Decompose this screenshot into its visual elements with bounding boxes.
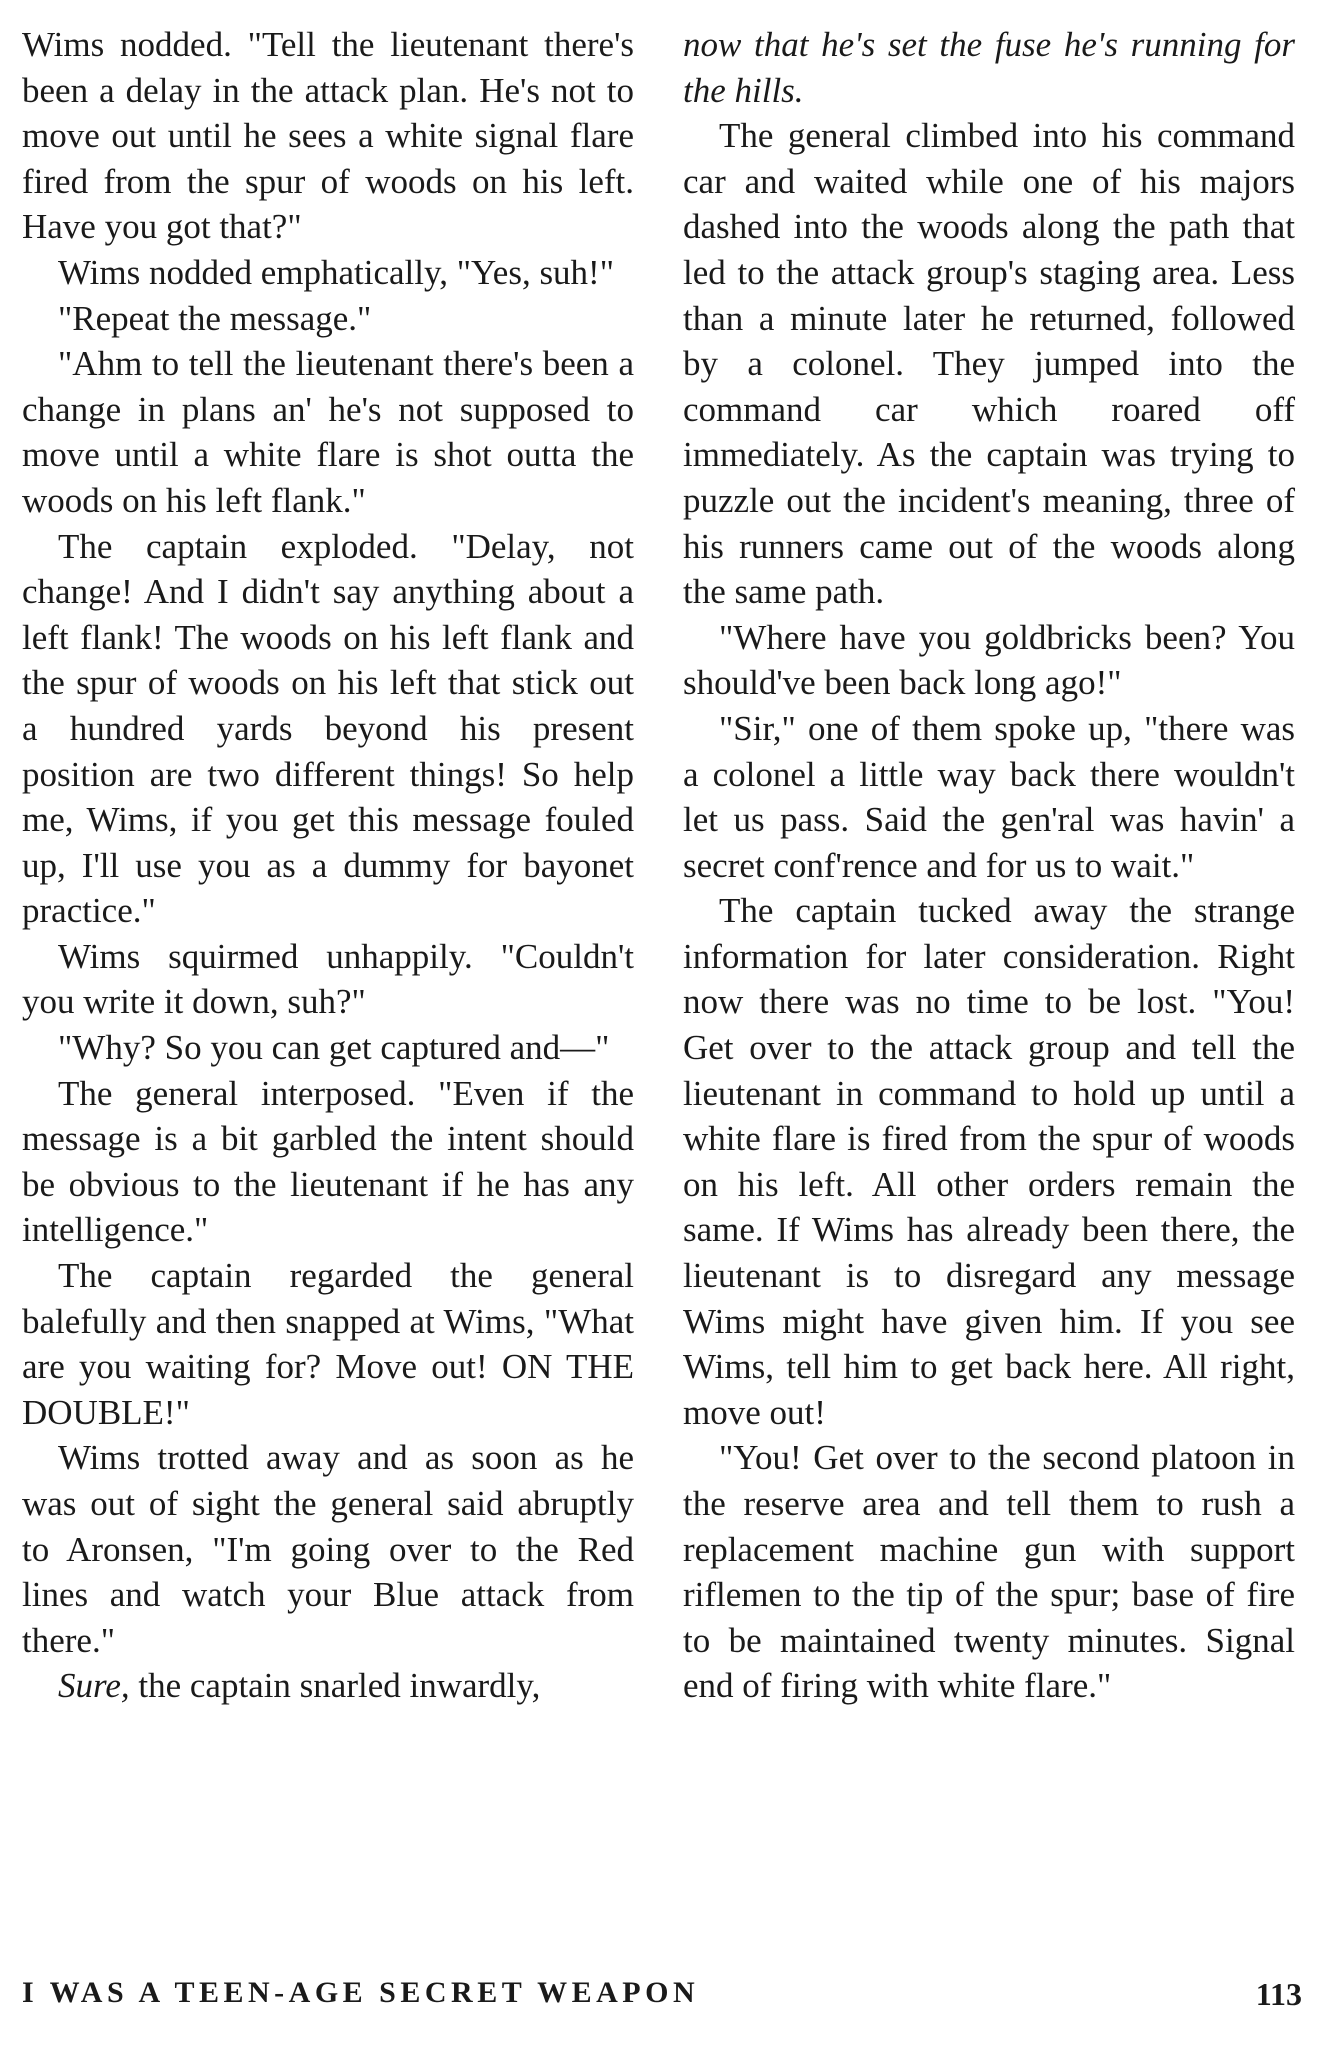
paragraph: The captain regarded the general balefully and then snapped at Wims, "What are you waiting for? Move out! ON THE DOUBLE!": [22, 1256, 634, 1432]
page-footer: [0, 1976, 1328, 2026]
paragraph-split: [22, 1663, 634, 1709]
paragraph: Wims trotted away and as soon as he was out of sight the general said abruptly to Aronsen, "I'm going over to the Red lines and watch your Blue attack from there.": [22, 1438, 634, 1660]
running-title: I WAS A TEEN-AGE SECRET WEAPON: [22, 1976, 700, 2009]
paragraph-continued: [683, 22, 1295, 113]
paragraph: "You! Get over to the second platoon in the reserve area and tell them to rush a replacement machine gun with support riflemen to the tip of the spur; base of fire to be maintained twenty minutes. Signal end of firing with white flare.": [683, 1438, 1295, 1706]
paragraph: "Where have you goldbricks been? You should've been back long ago!": [683, 617, 1295, 703]
paragraph: The captain exploded. "Delay, not change! And I didn't say anything about a left flank! The woods on his left flank and the spur of woods on his left that stick out a hundred yards beyond his present position are two different things! So help me, Wims, if you get this message fouled up, I'll use you as a dummy for bayonet practice.": [22, 526, 634, 931]
paragraph: "Ahm to tell the lieutenant there's been a change in plans an' he's not supposed to move until a white flare is shot outta the woods on his left flank.": [22, 344, 634, 520]
paragraph: "Why? So you can get captured and—": [58, 1028, 610, 1068]
italic-thought: now that he's set the fuse he's running for the hills.: [683, 25, 1295, 110]
paragraph: The general interposed. "Even if the message is a bit garbled the intent should be obvious to the lieutenant if he has any intelligence.": [22, 1073, 634, 1250]
paragraph: The captain tucked away the strange information for later consideration. Right now there was no time to be lost. "You! Get over to the attack group and tell the lieutenant in command to hold up until a white flare is fired from the spur of woods on his left. All other orders remain the same. If Wims has already been there, the lieutenant is to disregard any message Wims might have given him. If you see Wims, tell him to get back here. All right, move out!: [683, 891, 1295, 1432]
paragraph-continuation: the captain snarled inwardly,: [129, 1666, 541, 1706]
paragraph: Wims squirmed unhappily. "Couldn't you write it down, suh?": [22, 936, 634, 1022]
italic-thought: Sure,: [58, 1666, 130, 1706]
right-text-column: [683, 22, 1295, 1709]
paragraph: The general climbed into his command car and waited while one of his majors dashed into the woods along the path that led to the attack group's staging area. Less than a minute later he returned, followed by a colonel. They jumped into the command car which roared off immediately. As the captain was trying to puzzle out the incident's meaning, three of his runners came out of the woods along the same path.: [683, 116, 1295, 612]
page-number: 113: [1255, 1976, 1302, 2012]
paragraph: Wims nodded emphatically, "Yes, suh!": [58, 252, 615, 292]
left-text-column: [22, 22, 634, 1709]
paragraph: Wims nodded. "Tell the lieutenant there's been a delay in the attack plan. He's not to move out until he sees a white signal flare fired from the spur of woods on his left. Have you got that?": [22, 25, 634, 247]
paragraph: "Sir," one of them spoke up, "there was a colonel a little way back there wouldn't let us pass. Said the gen'ral was havin' a secret conf'rence and for us to wait.": [683, 708, 1295, 885]
paragraph: "Repeat the message.": [58, 298, 372, 338]
